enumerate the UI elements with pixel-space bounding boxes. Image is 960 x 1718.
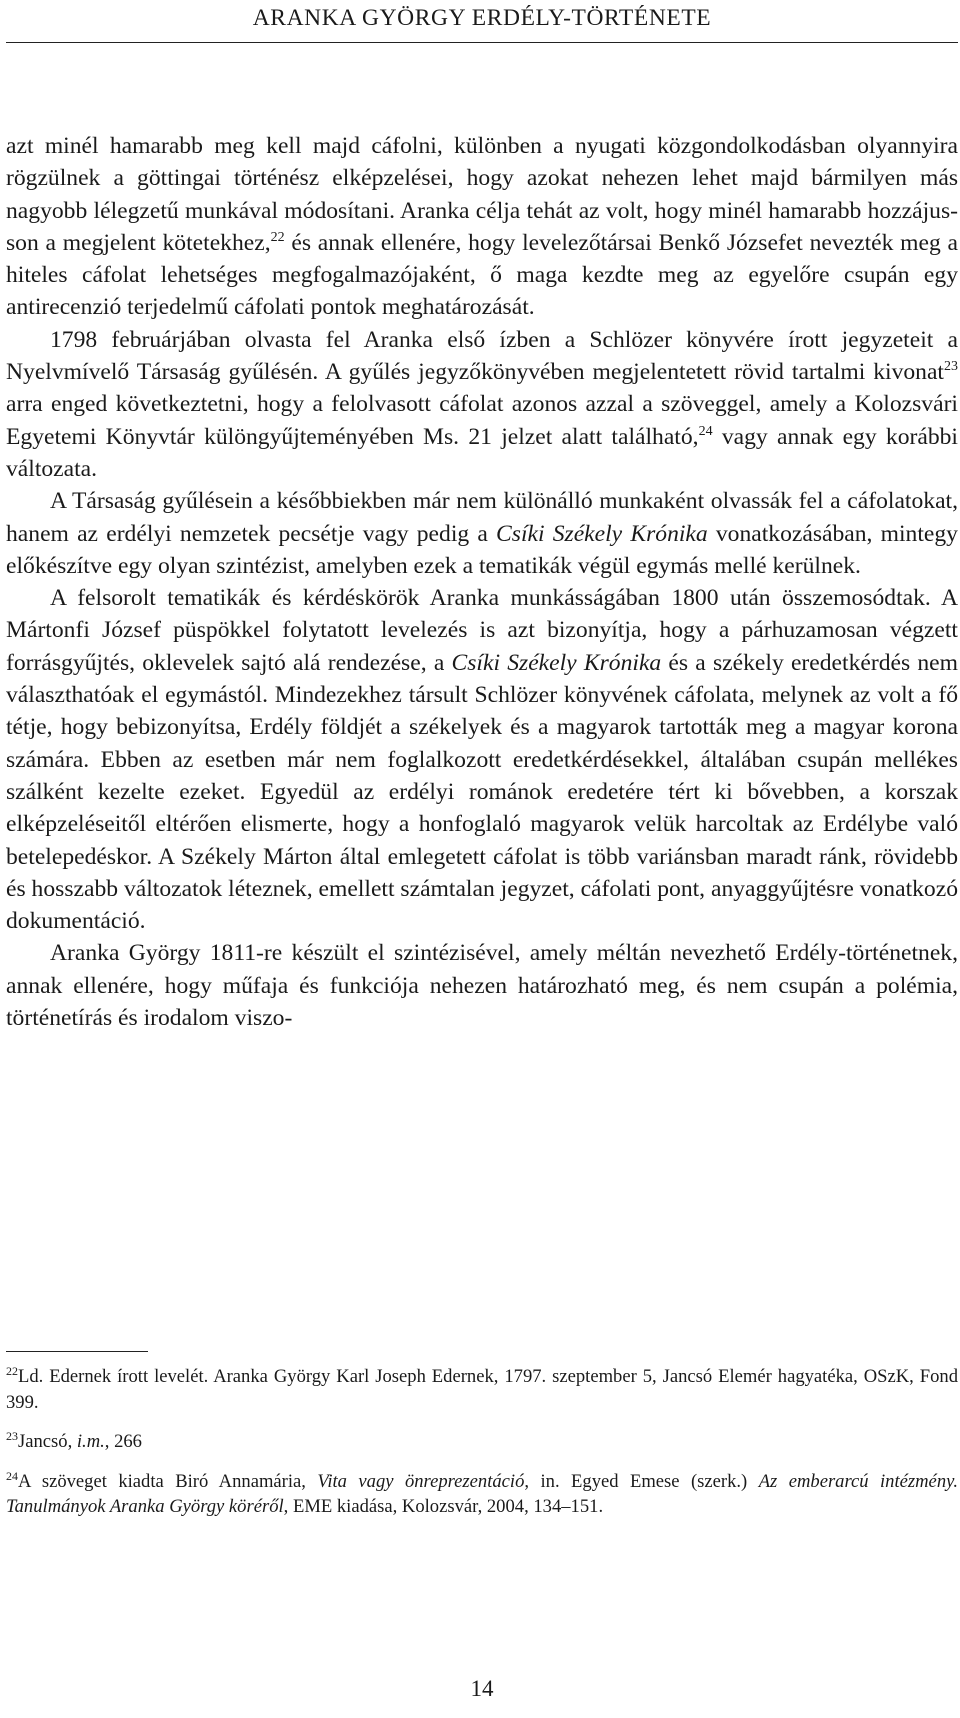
footnote-ref-22[interactable]: 22 — [270, 230, 285, 246]
main-text — [6, 130, 958, 1034]
document-page — [6, 0, 958, 1718]
footnote-divider — [6, 1351, 148, 1352]
running-header — [6, 0, 958, 43]
text-run: A Társaság gyűlésein a későbbiekben már nem különálló munkaként olvassák fel a cáfolatokat, hanem az erdélyi nemzetek pecsétje vagy pedig a — [6, 488, 958, 547]
footnote-text: , 266 — [104, 1431, 142, 1453]
text-run: és a székely eredetkérdés nem választhatóak el egymástól. Mindezekhez társult Schlözer könyvének cáfolata, melynek az volt a fő tétje, hogy bebizonyítsa, Erdély földjét a székelyek és a magyarok tartották meg a magyar korona számára. Ebben az esetben már nem foglalkozott eredetkérdésekkel, általában csupán mellékes szálként kezelte ezeket. Egyedül az erdélyi románok eredetére tért ki bővebben, a korszak elképzeléseitől eltérően elismerte, hogy a honfoglaló magyarok velük harcoltak az Erdélybe való betelepedéskor. A Székely Márton által emlegetett cáfolat is több variánsban maradt ránk, rövidebb és hosszabb változatok léteznek, emellett számtalan jegyzet, cáfolati pont, anyaggyűjtésre vonatkozó dokumentáció. — [6, 649, 958, 935]
text-run: 1798 februárjában olvasta fel Aranka első ízben a Schlözer könyvére írott jegyzeteit a Nyelvmívelő Társaság gyűlésén. A gyűlés jegyzőkönyvében megjelentetett rövid tartalmi kivonat — [6, 326, 958, 386]
footnote-mark: 22 — [6, 1363, 18, 1378]
paragraph-3 — [6, 485, 958, 582]
footnote-text: Ld. Edernek írott levelét. Aranka György Karl Joseph Edernek, 1797. szeptember 5, Jancsó Elemér hagyatéka, OSzK, Fond 399. — [6, 1366, 958, 1413]
footnotes — [6, 1364, 958, 1534]
footnote-23 — [6, 1429, 958, 1455]
text-run: A felsorolt tematikák és kérdéskörök Aranka munkásságában 1800 után összemosódtak. A Mártonfi József püspökkel folytatott levelezés is azt bizonyítja, hogy a párhuzamosan végzett forrásgyűjtés, oklevelek sajtó alá rendezése, a — [6, 585, 958, 676]
page-number: 14 — [470, 1676, 494, 1701]
paragraph-4 — [6, 582, 958, 937]
footnote-text: A szöveget kiadta Biró Annamária, — [18, 1470, 318, 1492]
italic-title: Csíki Székely Krónika — [451, 649, 662, 676]
footnote-text: , in. Egyed Emese (szerk.) — [524, 1470, 759, 1492]
text-run: azt minél hamarabb meg kell majd cáfolni, különben a nyugati közgondolkodásban olyannyira rögzülnek a göttingai történész elképzelései, hogy azokat nehezen lehet majd bármilyen más nagyobb lélegzetű munkával módosítani. Aranka célja tehát az volt, hogy minél hamarabb hozzájusson a megjelent kötetekhez, — [6, 133, 958, 256]
footnote-italic: Vita vagy önreprezentáció — [317, 1470, 525, 1492]
text-run: Aranka György 1811-re készült el szintézisével, amely méltán nevezhető Erdély-történetnek, annak ellenére, hogy műfaja és funkciója nehezen határozható meg, és nem csupán a polémia, történetírás és irodalom viszo- — [6, 940, 958, 1032]
footnote-text: , EME kiadása, Kolozsvár, 2004, 134–151. — [283, 1496, 604, 1518]
text-run: vagy annak egy korábbi változata. — [6, 423, 958, 482]
footnote-22 — [6, 1364, 958, 1415]
footnote-24 — [6, 1469, 958, 1520]
italic-title: Csíki Székely Krónika — [496, 520, 708, 547]
footnote-ref-23[interactable]: 23 — [944, 359, 958, 375]
paragraph-1 — [6, 130, 958, 324]
footnote-italic: i.m. — [76, 1431, 105, 1453]
running-title: ARANKA GYÖRGY ERDÉLY-TÖRTÉNETE — [252, 5, 712, 31]
footnote-mark: 23 — [6, 1429, 18, 1443]
paragraph-2 — [6, 324, 958, 485]
text-run: arra enged következtetni, hogy a felolvasott cáfolat azonos azzal a szöveggel, amely a Kolozsvári Egyetemi Könyvtár különgyűjteményében Ms. 21 jelzet alatt található, — [6, 391, 958, 450]
footnote-mark: 24 — [6, 1468, 18, 1483]
footnote-italic: Az emberarcú intézmény. Tanulmányok Aranka György köréről — [6, 1470, 958, 1518]
text-run: vonatkozásában, mintegy előkészítve egy olyan szintézist, amelyben ezek a tematikák végül egymás mellé kerülnek. — [6, 520, 958, 579]
footnote-ref-24[interactable]: 24 — [698, 423, 713, 439]
text-run: és annak ellenére, hogy levelezőtársai Benkő Józsefet nevezték meg a hiteles cáfolat lehetséges megfogalmazójaként, ő maga kezdte meg az egyelőre csupán egy antirecenzió terjedelmű cáfolati pontok meghatározását. — [6, 229, 958, 321]
paragraph-5 — [6, 937, 958, 1034]
footnote-text: Jancsó, — [18, 1431, 77, 1453]
